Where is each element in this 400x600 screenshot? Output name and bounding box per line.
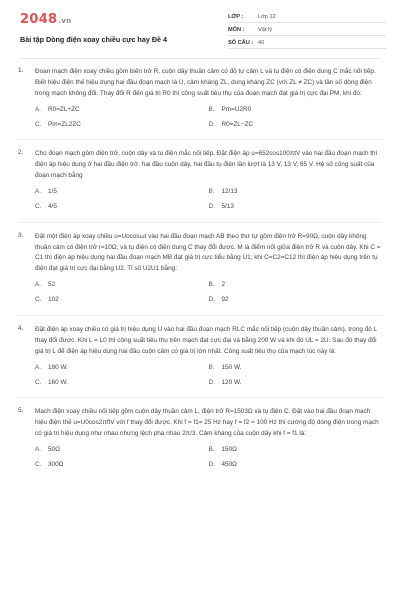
option-letter: C. (35, 120, 42, 128)
option-letter: D. (208, 120, 215, 128)
meta-key: SỐ CÂU : (228, 40, 254, 46)
option-text: 92 (221, 296, 229, 304)
option-letter: B. (208, 446, 215, 454)
option-d[interactable] (209, 460, 383, 470)
meta-key: LỚP : (228, 14, 244, 20)
option-letter: C. (35, 461, 42, 469)
answer-options (35, 104, 382, 129)
option-letter: B. (208, 363, 215, 371)
question-4 (18, 325, 382, 398)
option-letter: D. (208, 378, 215, 386)
option-letter: C. (35, 296, 42, 304)
question-divider (18, 315, 382, 316)
option-c[interactable] (35, 119, 209, 129)
option-letter: B. (208, 188, 215, 196)
option-text: 4/5 (48, 203, 57, 211)
logo-domain: .vn (58, 17, 72, 25)
answer-options (35, 445, 382, 470)
option-text: 5/13 (221, 203, 234, 211)
meta-key: MÔN : (228, 27, 245, 33)
question-divider (18, 139, 382, 140)
question-number: 1. (18, 67, 24, 74)
option-text: 102 (48, 296, 59, 304)
option-c[interactable] (35, 377, 209, 387)
option-d[interactable] (209, 119, 383, 129)
exam-meta (228, 12, 386, 51)
option-b[interactable] (209, 280, 383, 290)
option-text: R0=ZL+ZC (48, 105, 80, 113)
option-letter: A. (35, 363, 42, 371)
option-text: Pm=ZL2ZC (48, 120, 81, 128)
meta-value: Lớp 12 (258, 14, 276, 20)
page-header (0, 0, 400, 58)
option-letter: B. (208, 105, 215, 113)
option-a[interactable] (35, 187, 209, 197)
answer-options (35, 362, 382, 387)
question-number: 3. (18, 231, 24, 239)
option-letter: C. (35, 203, 42, 211)
option-text: 180 W. (48, 363, 68, 371)
question-number: 5. (18, 407, 24, 415)
option-text: 52 (48, 281, 56, 289)
option-d[interactable] (209, 202, 383, 212)
question-5 (18, 407, 382, 469)
question-text: Cho đoạn mạch gồm điện trở, cuộn dây và tụ điện mắc nối tiếp. Đặt điện áp u=652cos100πtV vào hai đầu đoạn mạch thì điện áp hiệu dụng ở hai đầu điện trở, hai đầu cuộn dây, hai đầu tụ điện lần lượt là 13 V, 13 V, 65 V. Hệ số công suất của đoạn mạch bằng (35, 150, 378, 179)
question-number: 2. (18, 149, 24, 157)
question-text: Đoạn mạch điện xoay chiều gồm biến trở R, cuộn dây thuần cảm có độ tự cảm L và tụ điện có điện dung C mắc nối tiếp. Biết hiệu điện thế hiệu dụng hai đầu đoạn mạch là U, cảm kháng ZL, dung kháng ZC (với ZL ≠ ZC) và tần số dòng điện trong mạch không đổi. Thay đổi R đến giá trị R0 thì công suất tiêu thụ của đoạn mạch đạt giá trị cực đại PM, khi đó: (35, 68, 376, 97)
question-divider (18, 222, 382, 223)
option-text: 120 W. (221, 378, 242, 386)
question-2 (18, 149, 382, 222)
answer-options (35, 280, 382, 305)
option-letter: D. (208, 461, 215, 469)
option-c[interactable] (35, 460, 209, 470)
option-text: 450Ω (221, 461, 237, 469)
option-a[interactable] (35, 445, 209, 455)
question-divider (18, 397, 382, 398)
option-b[interactable] (209, 445, 383, 455)
option-a[interactable] (35, 280, 209, 290)
option-text: 150 W. (221, 363, 242, 371)
option-letter: D. (208, 203, 215, 211)
option-text: R0=ZL−ZC (221, 120, 254, 128)
option-b[interactable] (209, 362, 383, 372)
logo-text: 2048 (20, 12, 58, 27)
option-letter: A. (35, 281, 42, 289)
option-a[interactable] (35, 362, 209, 372)
option-letter: B. (208, 281, 215, 289)
option-b[interactable] (209, 104, 383, 114)
question-text: Mạch điện xoay chiều nối tiếp gồm cuộn dây thuần cảm L, điện trở R=1503Ω và tụ điện C. Đặt vào hai đầu đoạn mạch hiệu điện thế u=U0cos2πftV với f thay đổi được. Khi f = f1= 25 Hz hay f = f2 = 100 Hz thì cường độ dòng điện trong mạch có giá trị hiệu dụng như nhau nhưng lệch pha nhau 2π/3. Cảm kháng của cuộn dây khi f = f1 là: (35, 408, 379, 437)
meta-value: Vật lý (258, 27, 272, 33)
question-3 (18, 232, 382, 316)
option-letter: A. (35, 446, 42, 454)
option-b[interactable] (209, 187, 383, 197)
option-letter: A. (35, 188, 42, 196)
question-text: Đặt điện áp xoay chiều có giá trị hiệu dụng U vào hai đầu đoạn mạch RLC mắc nối tiếp (cuộn dây thuần cảm), trong đó L thay đổi được. Khi L = L0 thì công suất tiêu thụ trên mạch đạt cực đại và bằng 200 W và khi đó UL = 2U. Sau đó thay đổi giá trị L để điện áp hiệu dụng hai đầu cuộn cảm có giá trị lớn nhất. Công suất tiêu thụ của mạch lúc này là: (35, 325, 377, 355)
option-text: 300Ω (48, 461, 64, 469)
option-text: 1/5 (48, 188, 57, 196)
option-letter: D. (208, 296, 215, 304)
question-text: Đặt một điện áp xoay chiều u=Uocosωt vào hai đầu đoạn mạch AB theo thứ tự gồm điện trở R=90Ω, cuộn dây không thuần cảm có điện trở r=10Ω, và tụ điện có điện dung C thay đổi được. M là điểm nối giữa điện trở R và cuộn dây. Khi C = C1 thì điện áp hiệu dụng hai đầu đoạn mạch MB đạt giá trị cực tiểu bằng U1; khi C=C2=C12 thì điện áp hiệu dụng trên tụ điện đạt giá trị cực đại bằng U2. Tỉ số U2U1 bằng: (35, 232, 381, 273)
option-text: 150Ω (221, 446, 237, 454)
meta-row-count (228, 38, 386, 49)
option-letter: C. (35, 378, 42, 386)
option-text: 2 (221, 281, 226, 289)
question-number: 4. (18, 324, 24, 332)
option-c[interactable] (35, 295, 209, 305)
option-text: 50Ω (48, 446, 60, 454)
question-list (0, 59, 400, 470)
option-a[interactable] (35, 104, 209, 114)
option-text: 12/13 (221, 188, 238, 196)
meta-value: 40 (258, 40, 265, 46)
option-d[interactable] (209, 295, 383, 305)
meta-row-class (228, 12, 386, 23)
option-d[interactable] (209, 377, 383, 387)
option-c[interactable] (35, 202, 209, 212)
option-letter: A. (35, 105, 42, 113)
page-title: Bài tập Dòng điện xoay chiều cực hay Đề 4 (20, 35, 167, 44)
option-text: 160 W. (48, 378, 68, 386)
option-text: Pm=U2R0 (221, 105, 252, 113)
question-1 (18, 67, 382, 140)
answer-options (35, 187, 382, 212)
meta-row-subject (228, 25, 386, 36)
